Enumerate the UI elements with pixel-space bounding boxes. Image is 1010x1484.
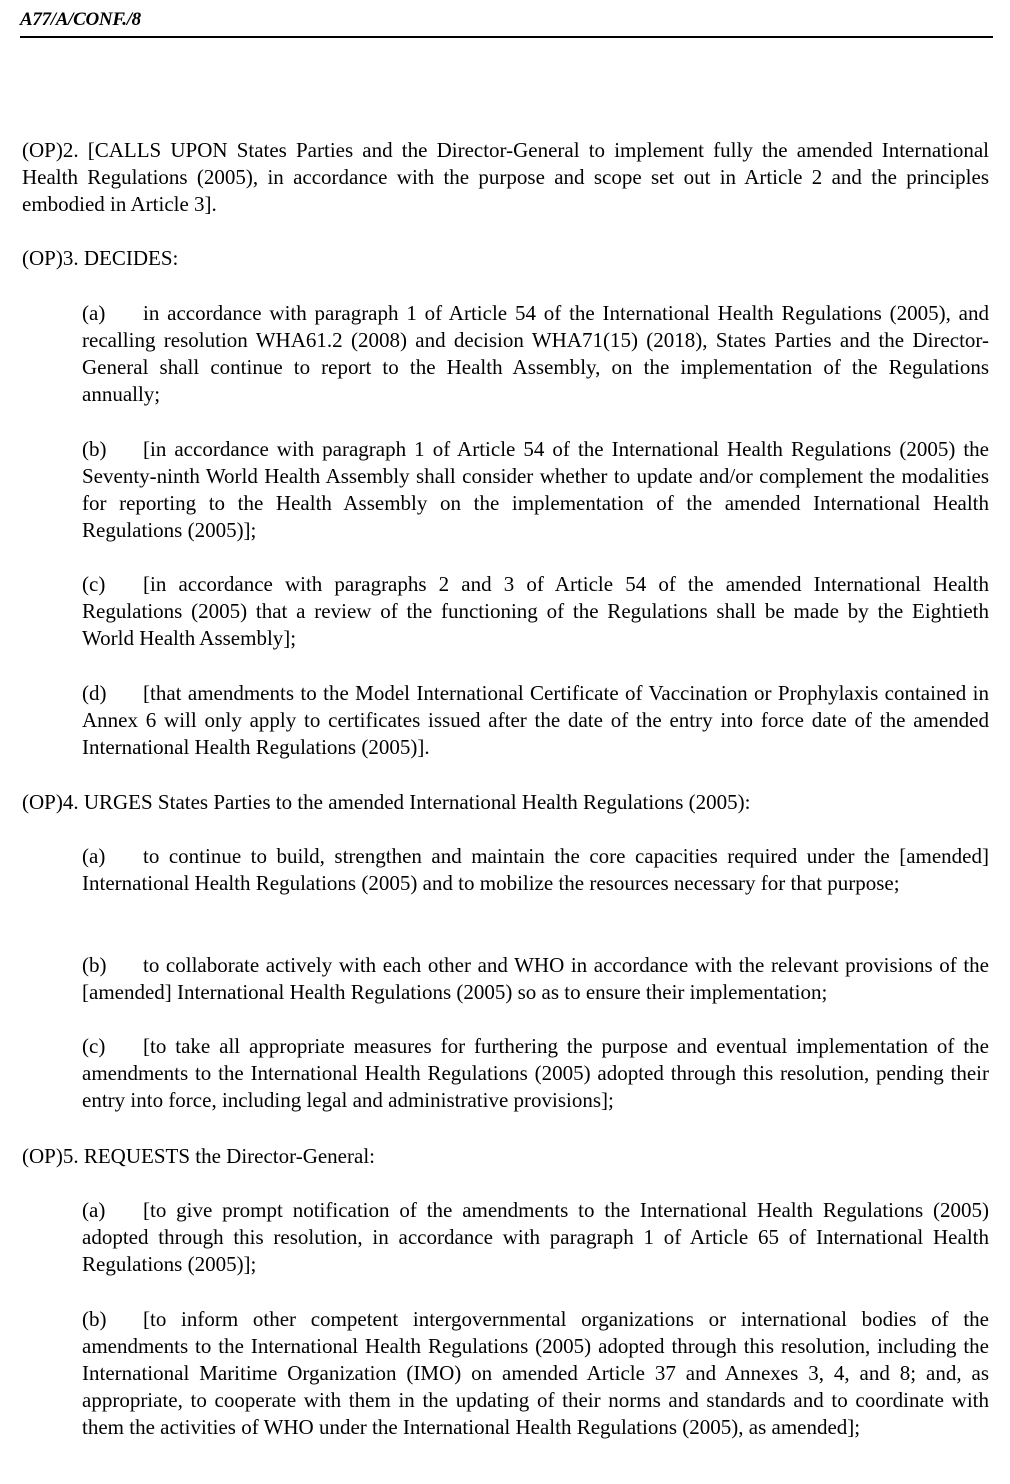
item-text: [to inform other competent intergovernmental organizations or international bodies of the amendments to the International Health Regulations (2005) adopted through this resolution, including the International Maritime Organization (IMO) on amended Article 37 and Annexes 3, 4, and 8; and, as appropriate, to cooperate with them in the updating of their norms and standards and to coordinate with them the activities of WHO under the International Health Regulations (2005), as amended]; — [82, 1307, 989, 1439]
op4-item-b — [82, 952, 989, 1006]
op4-item-c — [82, 1033, 989, 1114]
item-label: (b) — [82, 1307, 107, 1331]
paragraph-op4-heading: (OP)4. URGES States Parties to the amended International Health Regulations (2005): — [22, 790, 751, 814]
item-text: to continue to build, strengthen and maintain the core capacities required under the [amended] International Health Regulations (2005) and to mobilize the resources necessary for that purpose; — [82, 844, 989, 895]
op3-item-d — [82, 680, 989, 761]
item-text: [in accordance with paragraph 1 of Article 54 of the International Health Regulations (2005) the Seventy-ninth World Health Assembly shall consider whether to update and/or complement the modalities for reporting to the Health Assembly on the implementation of the amended International Health Regulations (2005)]; — [82, 437, 989, 542]
document-symbol: A77/A/CONF./8 — [20, 9, 141, 30]
op3-item-b — [82, 436, 989, 544]
op4-item-a — [82, 843, 989, 897]
op3-item-c — [82, 571, 989, 652]
item-label: (a) — [82, 301, 106, 325]
item-label: (a) — [82, 1198, 106, 1222]
item-label: (b) — [82, 437, 107, 461]
item-text: [that amendments to the Model International Certificate of Vaccination or Prophylaxis contained in Annex 6 will only apply to certificates issued after the date of the entry into force date of the amended International Health Regulations (2005)]. — [82, 681, 989, 759]
header-rule — [20, 36, 993, 38]
item-text: [in accordance with paragraphs 2 and 3 of Article 54 of the amended International Health Regulations (2005) that a review of the functioning of the Regulations shall be made by the Eightieth World Health Assembly]; — [82, 572, 989, 650]
paragraph-op2: (OP)2. [CALLS UPON States Parties and the Director-General to implement fully the amended International Health Regulations (2005), in accordance with the purpose and scope set out in Article 2 and the principles embodied in Article 3]. — [22, 138, 989, 216]
item-label: (d) — [82, 681, 107, 705]
item-text: [to take all appropriate measures for furthering the purpose and eventual implementation of the amendments to the International Health Regulations (2005) adopted through this resolution, pending their entry into force, including legal and administrative provisions]; — [82, 1034, 989, 1112]
item-label: (c) — [82, 1034, 106, 1058]
item-label: (c) — [82, 572, 106, 596]
op5-item-b — [82, 1306, 989, 1441]
op5-item-a — [82, 1197, 989, 1278]
item-label: (b) — [82, 953, 107, 977]
item-text: [to give prompt notification of the amendments to the International Health Regulations (2005) adopted through this resolution, in accordance with paragraph 1 of Article 65 of International Health Regulations (2005)]; — [82, 1198, 989, 1276]
paragraph-op5-heading: (OP)5. REQUESTS the Director-General: — [22, 1144, 375, 1168]
page-header — [20, 8, 993, 32]
item-text: to collaborate actively with each other and WHO in accordance with the relevant provisions of the [amended] International Health Regulations (2005) so as to ensure their implementation; — [82, 953, 989, 1004]
op3-item-a — [82, 300, 989, 408]
item-label: (a) — [82, 844, 106, 868]
item-text: in accordance with paragraph 1 of Article 54 of the International Health Regulations (2005), and recalling resolution WHA61.2 (2008) and decision WHA71(15) (2018), States Parties and the Director-General shall continue to report to the Health Assembly, on the implementation of the Regulations annually; — [82, 301, 989, 406]
paragraph-op3-heading: (OP)3. DECIDES: — [22, 246, 179, 270]
